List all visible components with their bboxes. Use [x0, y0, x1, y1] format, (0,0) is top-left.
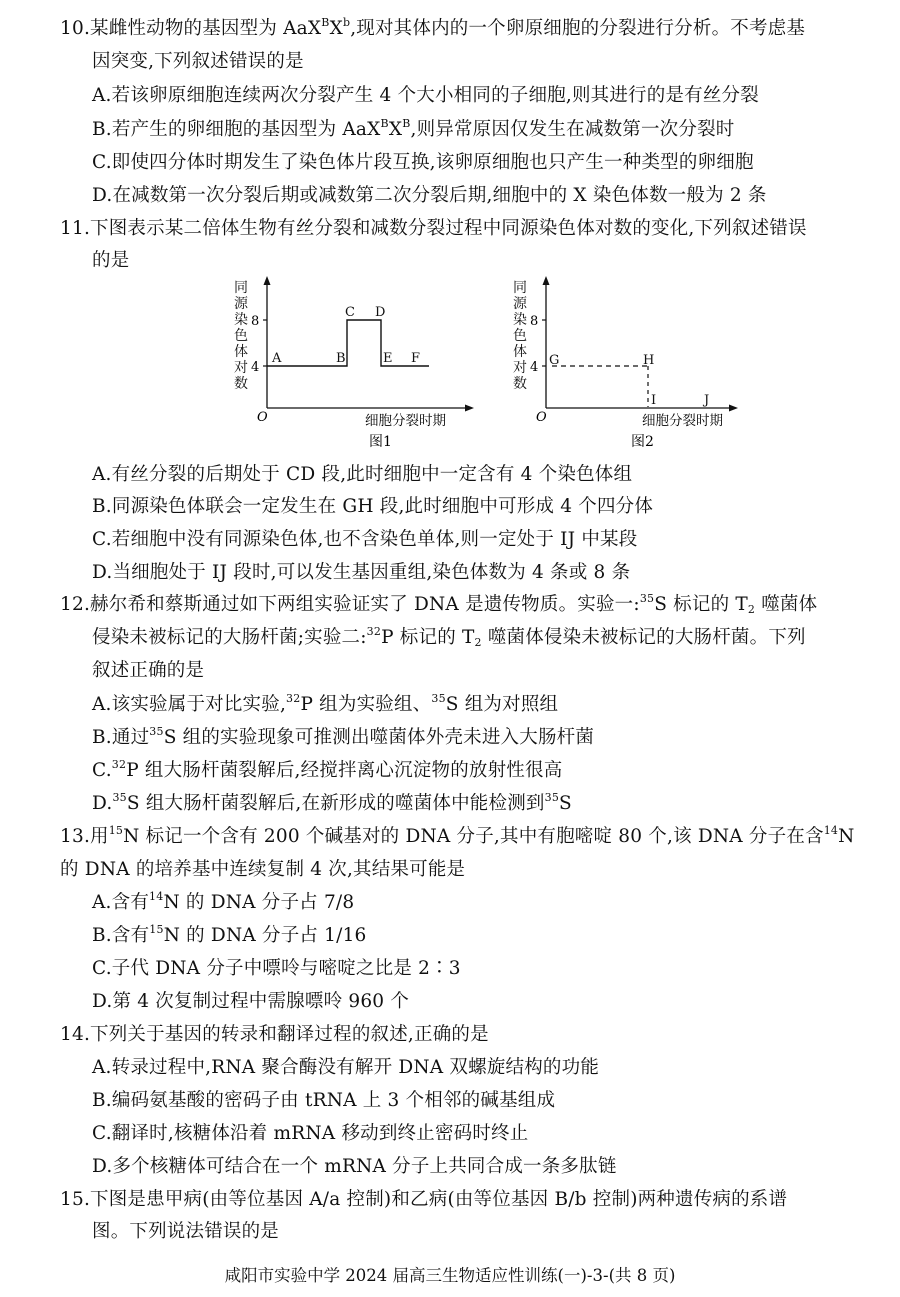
q13-option-a: A.含有$^{14}$N 的 DNA 分子占 7/8: [92, 890, 355, 913]
q14-option-c: C.翻译时,核糖体沿着 mRNA 移动到终止密码时终止: [92, 1123, 529, 1144]
fig1-x-arrow: [465, 405, 474, 412]
fig1-ylabel-char: 同: [234, 280, 248, 296]
q13-option-c: C.子代 DNA 分子中嘌呤与嘧啶之比是 2∶3: [92, 958, 461, 979]
q10-option-b: B.若产生的卵细胞的基因型为 $AaX^BX^B$,则异常原因仅发生在减数第一次分裂时: [92, 117, 735, 140]
fig1-ylabel-char: 色: [234, 328, 248, 344]
fig2-tick-8: 8: [530, 314, 539, 329]
q12-stem: 12.赫尔希和蔡斯通过如下两组实验证实了 DNA 是遗传物质。实验一:$^{35}$S 标记的 $T_2$ 噬菌体: [60, 592, 818, 616]
fig1-ylabel-char: 对: [234, 360, 248, 376]
fig2-point-j: J: [704, 393, 710, 408]
q15-stem: 15.下图是患甲病(由等位基因 A/a 控制)和乙病(由等位基因 B/b 控制)两种遗传病的系谱: [60, 1189, 788, 1210]
q11-stem: 11.下图表示某二倍体生物有丝分裂和减数分裂过程中同源染色体对数的变化,下列叙述错误: [60, 218, 807, 239]
fig1-series-line: [267, 320, 429, 366]
figure-1-graph: [225, 276, 475, 454]
q15-stem-cont: 图。下列说法错误的是: [92, 1221, 280, 1242]
fig1-y-arrow: [264, 276, 271, 285]
fig1-ylabel-char: 体: [234, 344, 248, 360]
q14-option-b: B.编码氨基酸的密码子由 tRNA 上 3 个相邻的碱基组成: [92, 1090, 556, 1111]
fig1-tick-8: 8: [251, 314, 260, 329]
fig1-origin: O: [257, 410, 268, 425]
fig1-point-f: F: [411, 351, 421, 366]
fig2-point-i: I: [651, 393, 657, 408]
q13-option-b: B.含有$^{15}$N 的 DNA 分子占 1/16: [92, 923, 367, 946]
fig1-ylabel-char: 数: [234, 376, 248, 392]
fig2-ylabel-char: 体: [513, 344, 527, 360]
q11-option-a: A.有丝分裂的后期处于 CD 段,此时细胞中一定含有 4 个染色体组: [92, 464, 633, 485]
fig2-origin: O: [536, 410, 547, 425]
fig2-xlabel: 细胞分裂时期: [642, 413, 723, 429]
fig1-point-e: E: [383, 351, 393, 366]
q10-stem: 10.某雌性动物的基因型为 $AaX^BX^b$,现对其体内的一个卵原细胞的分裂进行分析。不考虑基: [60, 16, 806, 39]
q12-option-c: C.$^{32}$P 组大肠杆菌裂解后,经搅拌离心沉淀物的放射性很高: [92, 758, 563, 781]
q11-option-b: B.同源染色体联会一定发生在 GH 段,此时细胞中可形成 4 个四分体: [92, 496, 654, 517]
fig1-point-d: D: [375, 305, 386, 320]
q14-stem: 14.下列关于基因的转录和翻译过程的叙述,正确的是: [60, 1024, 489, 1045]
fig2-ylabel-char: 对: [513, 360, 527, 376]
fig2-point-g: G: [549, 353, 560, 368]
q13-stem: 13.用$^{15}$N 标记一个含有 200 个碱基对的 DNA 分子,其中有胞嘧啶 80 个,该 DNA 分子在含$^{14}$N: [60, 824, 855, 847]
q13-stem-cont: 的 DNA 的培养基中连续复制 4 次,其结果可能是: [60, 859, 466, 880]
q10-option-a: A.若该卵原细胞连续两次分裂产生 4 个大小相同的子细胞,则其进行的是有丝分裂: [92, 85, 759, 106]
fig2-x-arrow: [729, 405, 738, 412]
fig2-y-arrow: [543, 276, 550, 285]
q11-option-c: C.若细胞中没有同源染色体,也不含染色单体,则一定处于 IJ 中某段: [92, 529, 638, 550]
fig2-ylabel-char: 同: [513, 280, 527, 296]
q10-option-c: C.即使四分体时期发生了染色体片段互换,该卵原细胞也只产生一种类型的卵细胞: [92, 152, 754, 173]
fig2-caption: 图2: [631, 434, 654, 450]
fig1-caption: 图1: [369, 434, 392, 450]
q12-stem-cont: 侵染未被标记的大肠杆菌;实验二:$^{32}$P 标记的 $T_2$ 噬菌体侵染未被标记的大肠杆菌。下列: [92, 625, 806, 649]
fig1-ylabel-char: 源: [234, 296, 248, 312]
fig1-point-b: B: [336, 351, 346, 366]
q14-option-a: A.转录过程中,RNA 聚合酶没有解开 DNA 双螺旋结构的功能: [92, 1057, 600, 1078]
q12-option-d: D.$^{35}$S 组大肠杆菌裂解后,在新形成的噬菌体中能检测到$^{35}$S: [92, 791, 572, 814]
q12-option-b: B.通过$^{35}$S 组的实验现象可推测出噬菌体外壳未进入大肠杆菌: [92, 725, 595, 748]
fig1-ylabel-char: 染: [234, 312, 248, 328]
page-footer: 咸阳市实验中学 2024 届高三生物适应性训练(一)-3-(共 8 页): [224, 1266, 676, 1285]
q12-option-a: A.该实验属于对比实验,$^{32}$P 组为实验组、$^{35}$S 组为对照组: [92, 692, 559, 715]
fig2-ylabel-char: 源: [513, 296, 527, 312]
fig2-tick-4: 4: [530, 360, 539, 375]
figure-2-graph: [504, 276, 754, 454]
fig2-ylabel-char: 数: [513, 376, 527, 392]
fig1-tick-4: 4: [251, 360, 260, 375]
q11-stem-cont: 的是: [92, 250, 130, 271]
q12-stem-cont2: 叙述正确的是: [92, 660, 205, 681]
q10-option-d: D.在减数第一次分裂后期或减数第二次分裂后期,细胞中的 X 染色体数一般为 2 条: [92, 185, 767, 206]
fig1-xlabel: 细胞分裂时期: [365, 413, 446, 429]
q10-stem-cont: 因突变,下列叙述错误的是: [92, 51, 304, 72]
fig2-ylabel-char: 染: [513, 312, 527, 328]
q13-option-d: D.第 4 次复制过程中需腺嘌呤 960 个: [92, 991, 410, 1012]
fig1-point-c: C: [345, 305, 355, 320]
fig2-ylabel-char: 色: [513, 328, 527, 344]
fig1-point-a: A: [272, 351, 282, 366]
fig2-point-h: H: [643, 353, 655, 368]
q11-option-d: D.当细胞处于 IJ 段时,可以发生基因重组,染色体数为 4 条或 8 条: [92, 562, 631, 583]
q14-option-d: D.多个核糖体可结合在一个 mRNA 分子上共同合成一条多肽链: [92, 1156, 617, 1177]
